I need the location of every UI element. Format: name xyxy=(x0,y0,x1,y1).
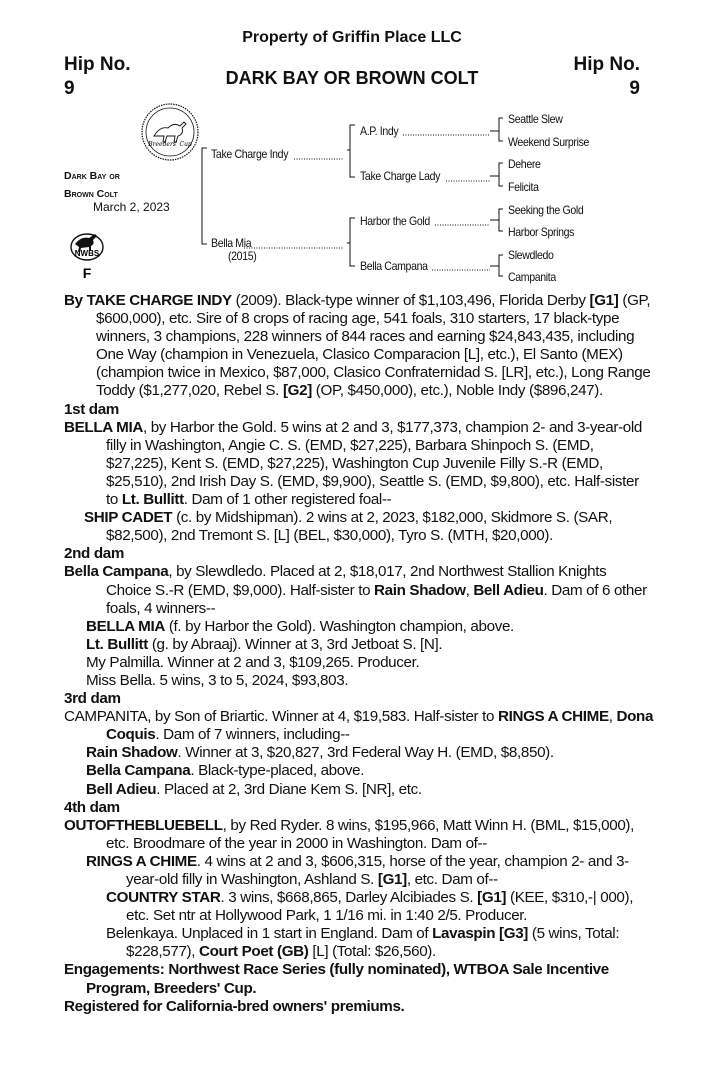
pedigree-dsd: Harbor Springs xyxy=(508,225,575,239)
first-dam-heading: 1st dam xyxy=(64,400,119,418)
sex-title: DARK BAY OR BROWN COLT xyxy=(225,68,479,88)
grade-badge: [G3] xyxy=(495,925,529,943)
first-dam-paragraph: BELLA MIA, by Harbor the Gold. 5 wins at 2 and 3, $177,373, champion 2- and 3-year-old filly in Washington, Angie C. S. (EMD, $27,225), Barbara Shinpoch S. (EMD, $27,225), Kent S. (EMD, $27,225), Washington Cup Juvenile Filly S.-R (EMD, $25,510), 2nd Irish Day S. (EMD, $9,900), Seattle S. (EMD, $9,800), etc. Half-sister to Lt. Bullitt. Dam of 1 other registered foal-- xyxy=(64,418,642,509)
pedigree-dd: Bella Campana xyxy=(360,259,428,273)
fourth-dam-grandfoal: COUNTRY STAR. 3 wins, $668,865, Darley Alcibiades S. [G1] (KEE, $310,-| 000), etc. Set ntr at Hollywood Park, 1 1/16 mi. in 1:40 2/5. Producer. xyxy=(106,889,634,925)
sire-name: By TAKE CHARGE INDY xyxy=(64,292,232,309)
grade-badge: [G1] xyxy=(377,871,407,888)
hip-value: 9 xyxy=(64,78,75,99)
consignor: Property of Griffin Place LLC xyxy=(242,29,462,46)
dam-name: Bella Campana xyxy=(64,563,169,581)
sibling-name: Bell Adieu xyxy=(473,581,544,599)
first-dam-foal: SHIP CADET (c. by Midshipman). 2 wins at 2, 2023, $182,000, Skidmore S. (SAR, $82,500), 2nd Tremont S. [L] (BEL, $30,000), Tyro S. (MTH, $20,000). xyxy=(84,509,613,545)
foal-name: Court Poet (GB) xyxy=(199,943,309,961)
third-dam-foal: Bella Campana. Black-type-placed, above. xyxy=(86,762,365,780)
pedigree-sire: Take Charge Indy xyxy=(211,147,289,161)
pedigree-dds: Slewdledo xyxy=(508,248,554,262)
pedigree-chart xyxy=(0,0,704,290)
pedigree-ds: Harbor the Gold xyxy=(360,214,430,228)
pedigree-ddd: Campanita xyxy=(508,270,556,284)
catalog-body xyxy=(64,292,654,1016)
pedigree-dam: Bella Mia xyxy=(211,236,252,250)
second-dam-foal: My Palmilla. Winner at 2 and 3, $109,265. Producer. xyxy=(86,653,420,671)
dam-name: OUTOFTHEBLUEBELL xyxy=(64,816,223,834)
foal-name: Bella Campana xyxy=(86,762,191,780)
fourth-dam-paragraph: OUTOFTHEBLUEBELL, by Red Ryder. 8 wins, $195,966, Matt Winn H. (BML, $15,000), etc. Broodmare of the year in 2000 in Washington. Dam of-- xyxy=(64,816,635,852)
second-dam-foal: Lt. Bullitt (g. by Abraaj). Winner at 3, 3rd Jetboat S. [N]. xyxy=(86,635,443,653)
pedigree-sss: Seattle Slew xyxy=(508,112,563,126)
foal-name: BELLA MIA xyxy=(86,617,165,635)
registration-note: Registered for California-bred owners' premiums. xyxy=(64,997,405,1015)
third-dam-paragraph: CAMPANITA, by Son of Briartic. Winner at 4, $19,583. Half-sister to RINGS A CHIME, Dona Coquis. Dam of 7 winners, including-- xyxy=(64,708,654,744)
third-dam-foal: Bell Adieu. Placed at 2, 3rd Diane Kem S. [NR], etc. xyxy=(86,780,422,798)
nwbs-logo-text: NWBS xyxy=(74,249,100,258)
color-sex-line2: Brown Colt xyxy=(64,188,118,200)
pedigree-ssd: Weekend Surprise xyxy=(508,135,590,149)
second-dam-paragraph: Bella Campana, by Slewdledo. Placed at 2, $18,017, 2nd Northwest Stallion Knights Choice S.-R (EMD, $9,000). Half-sister to Rain Shadow, Bell Adieu. Dam of 6 other foals, 4 winners-- xyxy=(64,563,647,617)
foal-name: Lavaspin xyxy=(432,925,496,943)
third-dam-foal: Rain Shadow. Winner at 3, $20,827, 3rd Federal Way H. (EMD, $8,850). xyxy=(86,744,554,762)
sibling-name: Lt. Bullitt xyxy=(121,491,184,509)
hip-value: 9 xyxy=(629,78,640,99)
engagements: Engagements: Northwest Race Series (fully nominated), WTBOA Sale Incentive Program, Breeders' Cup. xyxy=(64,961,609,997)
foal-name: Bell Adieu xyxy=(86,780,157,798)
color-sex-line1: Dark Bay or xyxy=(64,170,120,182)
second-dam-heading: 2nd dam xyxy=(64,545,124,563)
fourth-dam-foal: RINGS A CHIME. 4 wins at 2 and 3, $606,315, horse of the year, champion 2- and 3-year-old filly in Washington, Ashland S. [G1], etc. Dam of-- xyxy=(86,852,629,888)
sire-paragraph: By TAKE CHARGE INDY (2009). Black-type winner of $1,103,496, Florida Derby [G1] (GP, $600,000), etc. Sire of 8 crops of racing age, 541 foals, 310 starters, 17 black-type winners, 3 champions, 228 winners of 844 races and earning $24,843,435, including One Way (champion in Venezuela, Clasico Comparacion [L], etc.), El Santo (MEX) (champion twice in Mexico, $87,000, Clasico Confraternidad S. [LR], etc.), Long Range Toddy ($1,277,020, Rebel S. [G2] (OP, $450,000), etc.), Noble Indy ($896,247). xyxy=(64,292,651,400)
foal-name: Rain Shadow xyxy=(86,744,178,762)
foaling-date: March 2, 2023 xyxy=(93,200,170,214)
second-dam-foal: Miss Bella. 5 wins, 3 to 5, 2024, $93,803. xyxy=(86,671,349,689)
foal-name: RINGS A CHIME xyxy=(86,852,197,870)
pedigree-ss: A.P. Indy xyxy=(360,124,399,138)
sibling-name: Dona Coquis xyxy=(106,708,654,744)
grade-badge: [G1] xyxy=(477,889,507,907)
hip-label: Hip No. xyxy=(573,54,640,75)
sibling-name: RINGS A CHIME xyxy=(497,708,609,726)
fourth-dam-heading: 4th dam xyxy=(64,798,120,816)
foal-name: COUNTRY STAR xyxy=(106,889,221,907)
fourth-dam-grandfoal: Belenkaya. Unplaced in 1 start in England. Dam of Lavaspin [G3] (5 wins, Total: $228,577), Court Poet (GB) [L] (Total: $26,560). xyxy=(106,925,620,961)
pedigree-sdd: Felicita xyxy=(508,180,539,194)
grade-badge: [G1] xyxy=(589,292,619,309)
dam-name: BELLA MIA xyxy=(64,418,143,436)
second-dam-foal: BELLA MIA (f. by Harbor the Gold). Washington champion, above. xyxy=(86,617,514,635)
pedigree-sds: Dehere xyxy=(508,157,541,171)
pedigree-dss: Seeking the Gold xyxy=(508,203,584,217)
foal-name: SHIP CADET xyxy=(84,509,173,527)
foal-name: Lt. Bullitt xyxy=(86,635,148,653)
hip-label: Hip No. xyxy=(64,54,131,75)
nwbs-mark: F xyxy=(82,265,92,281)
pedigree-sd: Take Charge Lady xyxy=(360,169,441,183)
third-dam-heading: 3rd dam xyxy=(64,690,121,708)
grade-badge: [G2] xyxy=(282,382,312,400)
pedigree-dam-year: (2015) xyxy=(228,249,257,263)
sibling-name: Rain Shadow xyxy=(374,581,466,599)
seal-text: Breeders' Cup xyxy=(148,141,192,148)
